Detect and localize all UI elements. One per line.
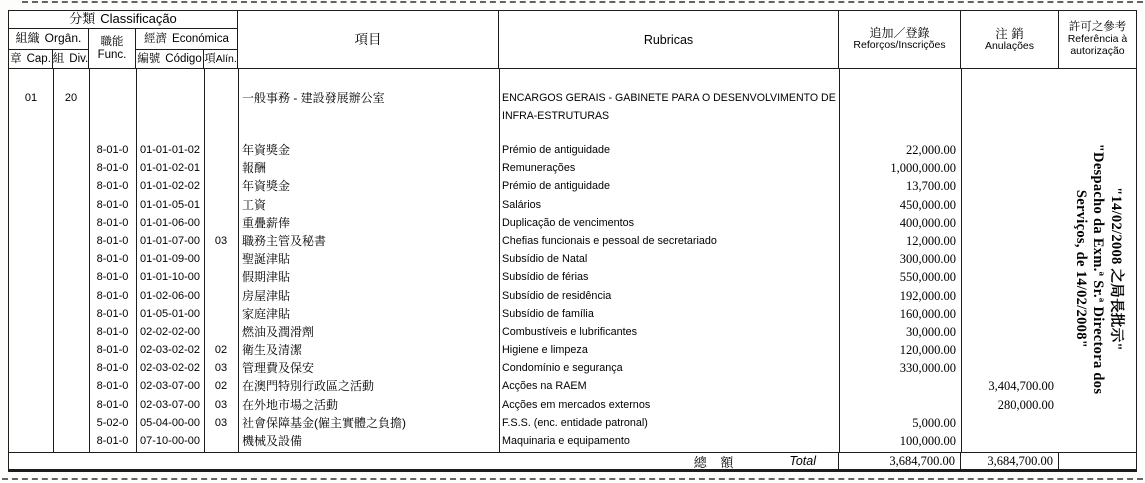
row-alinea-code	[204, 323, 238, 341]
row-alinea-code	[204, 250, 238, 268]
row-reforcos-amount	[839, 396, 961, 414]
row-alinea-code: 03	[214, 398, 228, 411]
row-rubrica-pt: Prémio de antiguidade	[502, 180, 611, 193]
row-alinea-code	[204, 159, 238, 177]
row-func-code: 8-01-0	[96, 325, 129, 338]
row-item-zh: 年資獎金	[242, 179, 291, 194]
row-item-zh: 假期津貼	[242, 270, 291, 285]
row-func-code: 8-01-0	[96, 216, 129, 229]
row-econ-code: 02-03-02-02	[140, 344, 200, 357]
table-row	[9, 432, 1136, 450]
table-header	[9, 11, 1136, 69]
row-alinea-code: 03	[214, 416, 228, 429]
row-econ-code: 01-01-05-01	[140, 198, 200, 211]
total-label-zh: 總 額	[693, 454, 734, 470]
row-alinea-code	[204, 196, 238, 214]
table-row	[9, 287, 1136, 305]
header-alinea-zh: 項	[204, 52, 216, 65]
group-rubrica-line1: ENCARGOS GERAIS - GABINETE PARA O DESENVOLVIMENTO DE	[502, 92, 836, 104]
row-econ-code: 05-04-00-00	[140, 416, 200, 429]
row-func-code: 8-01-0	[96, 234, 129, 247]
total-label-cell	[9, 453, 839, 469]
row-item-zh: 重疊薪俸	[242, 215, 291, 230]
table-row	[9, 305, 1136, 323]
group-header-row2	[9, 107, 1136, 125]
table-row	[9, 359, 1136, 377]
table-row	[9, 323, 1136, 341]
row-item-zh: 聖誕津貼	[242, 252, 291, 267]
row-reforcos-amount: 22,000.00	[906, 143, 956, 157]
row-reforcos-amount: 5,000.00	[912, 415, 956, 430]
row-item-zh: 報酬	[242, 161, 267, 176]
row-func-code: 8-01-0	[96, 307, 129, 320]
row-econ-code: 02-03-07-00	[140, 380, 200, 393]
total-reforcos-amount: 3,684,700.00	[839, 453, 961, 469]
row-anulacoes-amount	[961, 196, 1059, 214]
header-reforcos	[839, 11, 961, 68]
header-cap-pt: Cap.	[26, 52, 51, 65]
row-rubrica-pt: Condomínio e segurança	[502, 362, 623, 375]
row-reforcos-amount: 13,700.00	[906, 179, 956, 194]
header-economica	[136, 29, 238, 50]
row-alinea-code	[204, 141, 238, 159]
row-alinea-code	[204, 305, 238, 323]
header-anulacoes-pt: Anulações	[984, 39, 1035, 52]
row-rubrica-pt: Subsídio de férias	[502, 271, 589, 284]
table-row	[9, 232, 1136, 250]
header-classificacao-zh: 分類	[69, 11, 96, 27]
row-rubrica-pt: Higiene e limpeza	[502, 344, 588, 357]
row-rubrica-pt: Chefias funcionais e pessoal de secretariado	[502, 234, 717, 247]
scan-artifact-top	[22, 1, 1143, 3]
row-reforcos-amount	[839, 377, 961, 395]
row-item-zh: 家庭津貼	[242, 306, 291, 321]
row-rubrica-pt: Acções na RAEM	[502, 380, 587, 393]
authorization-line-1: "14/02/2008 之局長批示"	[1107, 187, 1124, 351]
authorization-line-3: Serviços, de 14/02/2008"	[1072, 189, 1089, 349]
row-reforcos-amount: 120,000.00	[899, 343, 956, 358]
row-rubrica-pt: Subsídio de residência	[502, 289, 612, 302]
row-anulacoes-amount	[961, 432, 1059, 450]
row-item-zh: 年資獎金	[242, 143, 291, 157]
header-reforcos-pt: Reforços/Inscrições	[853, 39, 946, 52]
header-cap-zh: 章	[10, 52, 22, 65]
row-item-zh: 社會保障基金(僱主實體之負擔)	[242, 415, 406, 430]
row-reforcos-amount: 300,000.00	[899, 252, 956, 267]
table-row	[9, 377, 1136, 395]
header-func-zh: 職能	[100, 35, 124, 48]
row-anulacoes-amount	[961, 287, 1059, 305]
row-func-code: 8-01-0	[96, 162, 129, 175]
row-func-code: 5-02-0	[96, 416, 129, 429]
header-alinea-pt: Alín.	[215, 52, 237, 65]
row-econ-code: 01-05-01-00	[140, 307, 200, 320]
row-econ-code: 02-03-07-00	[140, 398, 200, 411]
header-item	[238, 11, 499, 68]
row-reforcos-amount: 30,000.00	[906, 324, 956, 339]
row-econ-code: 07-10-00-00	[140, 435, 200, 447]
header-referencia-zh: 許可之參考	[1068, 21, 1127, 34]
header-codigo-zh: 編號	[137, 52, 161, 65]
total-label-pt: Total	[789, 454, 816, 468]
row-reforcos-amount: 330,000.00	[899, 361, 956, 376]
row-alinea-code	[204, 287, 238, 305]
row-func-code: 8-01-0	[96, 344, 129, 357]
row-alinea-code: 02	[214, 344, 228, 357]
row-econ-code: 01-01-02-02	[140, 180, 200, 193]
header-economica-zh: 經濟	[144, 32, 168, 45]
header-alinea	[204, 50, 238, 68]
row-alinea-code	[204, 268, 238, 286]
row-rubrica-pt: Subsídio de família	[502, 307, 594, 320]
row-reforcos-amount: 450,000.00	[899, 197, 956, 212]
row-reforcos-amount: 550,000.00	[899, 270, 956, 285]
row-item-zh: 工資	[242, 197, 267, 212]
row-alinea-code	[204, 177, 238, 195]
table-row	[9, 341, 1136, 359]
group-cap-code: 01	[24, 92, 38, 104]
row-anulacoes-amount	[961, 214, 1059, 232]
authorization-reference-note	[1059, 69, 1136, 469]
row-reforcos-amount: 400,000.00	[899, 215, 956, 230]
row-anulacoes-amount: 280,000.00	[997, 397, 1054, 412]
row-econ-code: 01-01-02-01	[140, 162, 200, 175]
row-func-code: 8-01-0	[96, 362, 129, 375]
row-reforcos-amount: 192,000.00	[899, 288, 956, 303]
header-classificacao	[9, 11, 238, 29]
row-anulacoes-amount	[961, 268, 1059, 286]
row-anulacoes-amount	[961, 141, 1059, 159]
header-func-pt: Func.	[97, 48, 127, 61]
header-organ	[9, 29, 89, 50]
row-func-code: 8-01-0	[96, 380, 129, 393]
row-reforcos-amount: 100,000.00	[899, 434, 956, 448]
row-anulacoes-amount	[961, 359, 1059, 377]
total-row	[9, 452, 1136, 469]
row-econ-code: 01-02-06-00	[140, 289, 200, 302]
header-referencia-pt1: Referência à	[1067, 33, 1128, 46]
row-item-zh: 在澳門特別行政區之活動	[242, 379, 375, 394]
row-anulacoes-amount	[961, 232, 1059, 250]
row-item-zh: 在外地市場之活動	[242, 397, 339, 412]
header-classificacao-pt: Classificação	[100, 11, 177, 27]
row-alinea-code: 03	[214, 234, 228, 247]
row-econ-code: 01-01-07-00	[140, 234, 200, 247]
header-referencia-autorizacao	[1059, 11, 1136, 68]
row-anulacoes-amount	[961, 414, 1059, 432]
row-anulacoes-amount	[961, 341, 1059, 359]
row-func-code: 8-01-0	[96, 435, 129, 447]
row-anulacoes-amount	[961, 177, 1059, 195]
row-econ-code: 01-01-09-00	[140, 253, 200, 266]
row-econ-code: 02-03-02-02	[140, 362, 200, 375]
header-item-label: 項目	[354, 31, 382, 47]
header-rubricas-label: Rubricas	[643, 32, 694, 47]
row-reforcos-amount: 160,000.00	[899, 306, 956, 321]
table-row	[9, 268, 1136, 286]
row-rubrica-pt: Duplicação de vencimentos	[502, 216, 635, 229]
header-referencia-pt2: autorização	[1070, 44, 1125, 57]
row-econ-code: 01-01-01-02	[140, 144, 200, 156]
row-rubrica-pt: Combustíveis e lubrificantes	[502, 325, 638, 338]
header-alinea-label	[204, 53, 237, 66]
row-anulacoes-amount	[961, 250, 1059, 268]
row-func-code: 8-01-0	[96, 180, 129, 193]
header-organ-pt: Orgân.	[44, 31, 82, 46]
table-row	[9, 177, 1136, 195]
row-func-code: 8-01-0	[96, 398, 129, 411]
table-row	[9, 214, 1136, 232]
table-row	[9, 196, 1136, 214]
row-spacer	[9, 125, 1136, 141]
row-func-code: 8-01-0	[96, 271, 129, 284]
header-rubricas	[499, 11, 839, 68]
row-econ-code: 01-01-06-00	[140, 216, 200, 229]
header-economica-pt: Económica	[172, 32, 229, 45]
row-alinea-code: 03	[214, 362, 228, 375]
row-anulacoes-amount	[961, 305, 1059, 323]
row-anulacoes-amount	[961, 159, 1059, 177]
header-anulacoes	[961, 11, 1059, 68]
row-func-code: 8-01-0	[96, 253, 129, 266]
row-reforcos-amount: 12,000.00	[906, 233, 956, 248]
row-func-code: 8-01-0	[96, 198, 129, 211]
header-anulacoes-zh: 注 銷	[995, 26, 1024, 41]
table-row	[9, 141, 1136, 159]
row-econ-code: 02-02-02-00	[140, 325, 200, 338]
row-item-zh: 職務主管及秘書	[242, 233, 327, 248]
header-div-zh: 組	[52, 52, 65, 65]
row-func-code: 8-01-0	[96, 144, 129, 156]
row-anulacoes-amount	[961, 323, 1059, 341]
header-reforcos-zh: 追加／登錄	[869, 25, 930, 40]
row-rubrica-pt: F.S.S. (enc. entidade patronal)	[502, 416, 648, 429]
row-econ-code: 01-01-10-00	[140, 271, 200, 284]
header-organ-zh: 組織	[15, 31, 40, 46]
header-func	[89, 29, 136, 68]
row-anulacoes-amount: 3,404,700.00	[988, 379, 1054, 394]
row-alinea-code: 02	[214, 380, 228, 393]
row-item-zh: 房屋津貼	[242, 288, 291, 303]
table-row	[9, 414, 1136, 432]
budget-table	[8, 10, 1137, 472]
authorization-line-2: "Despacho da Exm.ª Sr.ª Directora dos	[1090, 143, 1107, 395]
header-div-pt: Div.	[69, 52, 89, 65]
row-rubrica-pt: Maquinaria e equipamento	[502, 435, 630, 447]
group-item-zh: 一般事務 - 建設發展辦公室	[242, 91, 385, 105]
row-rubrica-pt: Prémio de antiguidade	[502, 144, 611, 156]
group-rubrica-line2: INFRA-ESTRUTURAS	[502, 110, 610, 122]
header-codigo-pt: Código	[165, 52, 202, 65]
row-spacer	[9, 69, 1136, 89]
group-div-code: 20	[64, 92, 78, 104]
row-item-zh: 燃油及潤滑劑	[242, 324, 315, 339]
row-rubrica-pt: Acções em mercados externos	[502, 398, 651, 411]
row-reforcos-amount: 1,000,000.00	[890, 161, 956, 176]
scan-artifact-bottom	[2, 478, 1143, 480]
row-alinea-code	[204, 214, 238, 232]
header-div	[53, 50, 89, 68]
table-row	[9, 396, 1136, 414]
total-anulacoes-amount: 3,684,700.00	[961, 453, 1059, 469]
row-item-zh: 衛生及清潔	[242, 343, 303, 358]
row-func-code: 8-01-0	[96, 289, 129, 302]
table-row	[9, 250, 1136, 268]
row-rubrica-pt: Salários	[502, 198, 542, 211]
group-header-row	[9, 89, 1136, 107]
row-rubrica-pt: Subsídio de Natal	[502, 253, 588, 266]
table-rows	[9, 69, 1136, 450]
table-body	[9, 69, 1136, 452]
table-row	[9, 159, 1136, 177]
row-alinea-code	[204, 432, 238, 450]
row-rubrica-pt: Remunerações	[502, 162, 576, 175]
row-item-zh: 管理費及保安	[242, 361, 315, 376]
authorization-reference-cell	[1059, 69, 1136, 469]
row-item-zh: 機械及設備	[242, 434, 303, 448]
header-codigo	[136, 50, 204, 68]
header-cap	[9, 50, 53, 68]
